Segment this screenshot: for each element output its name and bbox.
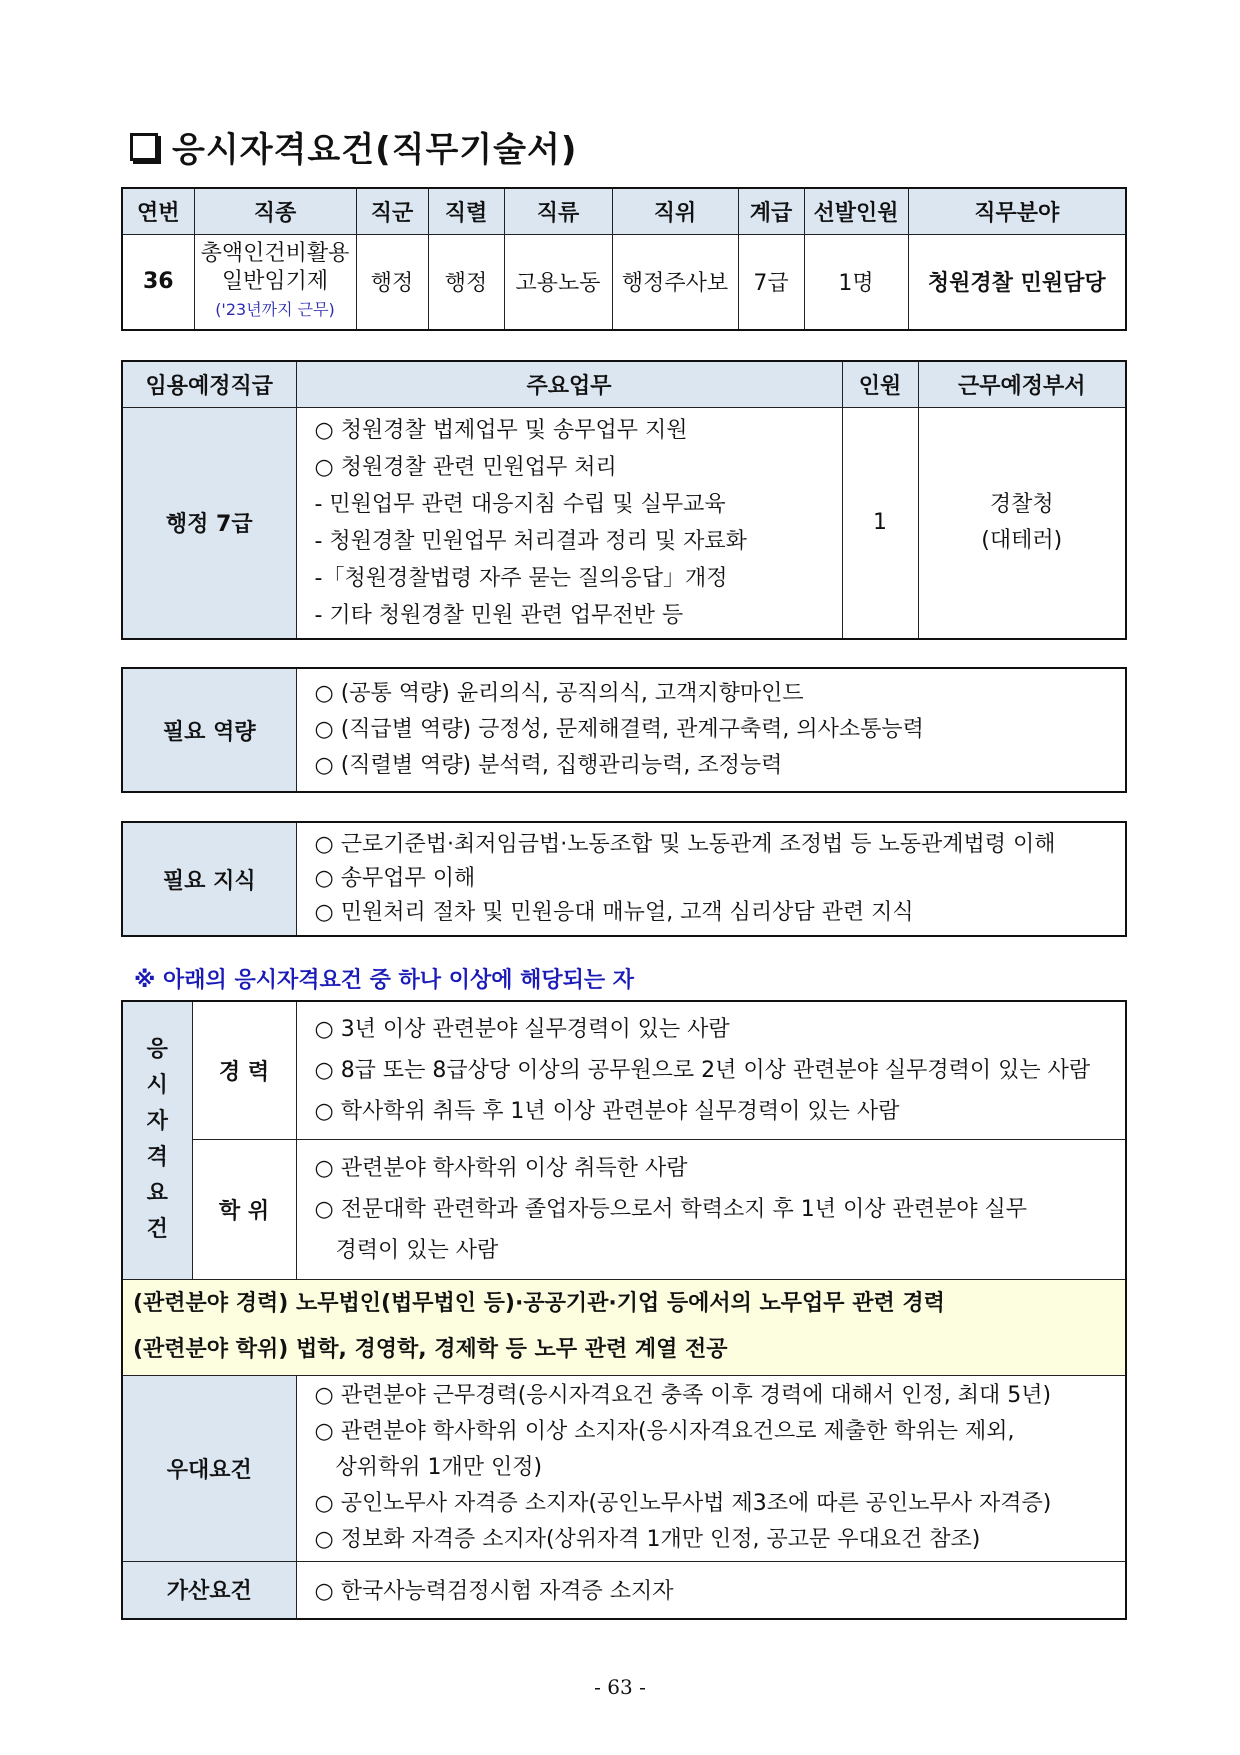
- cell-group: 행정: [356, 234, 428, 330]
- degree-item: ○ 전문대학 관련학과 졸업자등으로서 학력소지 후 1년 이상 관련분야 실무: [314, 1196, 1027, 1222]
- career-item: ○ 3년 이상 관련분야 실무경력이 있는 사람: [314, 1016, 730, 1042]
- page-number: - 63 -: [594, 1675, 646, 1699]
- cell-field: 청원경찰 민원담당: [908, 234, 1126, 330]
- related-career: (관련분야 경력) 노무법인(법무법인 등)·공공기관·기업 등에서의 노무업무 관련 경력: [133, 1291, 945, 1316]
- career-label: 경 력: [192, 1001, 296, 1139]
- career-list: [296, 1001, 1126, 1139]
- header-type: 직종: [194, 188, 356, 234]
- header-series: 직렬: [428, 188, 504, 234]
- preference-item: ○ 공인노무사 자격증 소지자(공인노무사법 제3조에 따른 공인노무사 자격증): [314, 1491, 1052, 1516]
- related-field-definitions: [122, 1279, 1126, 1375]
- competency-item: ○ (공통 역량) 윤리의식, 공직의식, 고객지향마인드: [314, 681, 804, 706]
- degree-item: ○ 관련분야 학사학위 이상 취득한 사람: [314, 1155, 688, 1181]
- duty-item: -「청원경찰법령 자주 묻는 질의응답」개정: [314, 565, 728, 591]
- side-char: 요: [146, 1181, 168, 1207]
- section-title-text: 응시자격요건(직무기술서): [172, 130, 578, 170]
- preference-item: ○ 정보화 자격증 소지자(상위자격 1개만 인정, 공고문 우대요건 참조): [314, 1527, 981, 1552]
- duties-table: [121, 360, 1127, 640]
- position-summary-table: [121, 187, 1127, 331]
- cell-grade: 7급: [738, 234, 804, 330]
- degree-list: [296, 1139, 1126, 1279]
- degree-label: 학 위: [192, 1139, 296, 1279]
- competency-item: ○ (직렬별 역량) 분석력, 집행관리능력, 조정능력: [314, 753, 783, 778]
- header-num: 연번: [122, 188, 194, 234]
- cell-count: 1명: [804, 234, 908, 330]
- knowledge-label: 필요 지식: [122, 822, 296, 936]
- type-line1: 총액인건비활용: [200, 240, 350, 266]
- side-char: 격: [146, 1145, 168, 1171]
- duty-item: ○ 청원경찰 법제업무 및 송무업무 지원: [314, 417, 688, 443]
- eligibility-note: ※ 아래의 응시자격요건 중 하나 이상에 해당되는 자: [134, 968, 635, 993]
- career-item: ○ 8급 또는 8급상당 이상의 공무원으로 2년 이상 관련분야 실무경력이 있는 사람: [314, 1057, 1091, 1083]
- checkbox-bullet-icon: [130, 133, 158, 161]
- bonus-item: ○ 한국사능력검정시험 자격증 소지자: [296, 1561, 1126, 1619]
- type-note: ('23년까지 근무): [215, 299, 335, 319]
- cell-series: 행정: [428, 234, 504, 330]
- header-class: 직류: [504, 188, 612, 234]
- knowledge-item: ○ 근로기준법·최저임금법·노동조합 및 노동관계 조정법 등 노동관계법령 이해: [314, 832, 1056, 857]
- duty-item: ○ 청원경찰 관련 민원업무 처리: [314, 454, 617, 480]
- competency-label: 필요 역량: [122, 668, 296, 792]
- department-line2: (대테러): [981, 527, 1063, 553]
- preference-item: ○ 관련분야 학사학위 이상 소지자(응시자격요건으로 제출한 학위는 제외,: [314, 1419, 1015, 1444]
- cell-class: 고용노동: [504, 234, 612, 330]
- side-char: 시: [146, 1073, 168, 1099]
- header-grade: 계급: [738, 188, 804, 234]
- header-department: 근무예정부서: [918, 361, 1126, 407]
- preference-list: [296, 1375, 1126, 1561]
- department-line1: 경찰청: [989, 491, 1054, 517]
- header-group: 직군: [356, 188, 428, 234]
- degree-item: 경력이 있는 사람: [314, 1237, 499, 1263]
- preference-item: ○ 관련분야 근무경력(응시자격요건 충족 이후 경력에 대해서 인정, 최대 5년): [314, 1383, 1052, 1408]
- knowledge-table: [121, 821, 1127, 937]
- header-position: 직위: [612, 188, 738, 234]
- appointment-grade: 행정 7급: [122, 407, 296, 639]
- section-title: [130, 122, 577, 171]
- preference-label: 우대요건: [122, 1375, 296, 1561]
- side-char: 건: [146, 1217, 168, 1243]
- header-field: 직무분야: [908, 188, 1126, 234]
- header-count: 선발인원: [804, 188, 908, 234]
- type-line2: 일반임기제: [221, 268, 329, 294]
- competency-list: [296, 668, 1126, 792]
- header-main-duties: 주요업무: [296, 361, 842, 407]
- side-char: 응: [146, 1037, 168, 1063]
- preference-item: 상위학위 1개만 인정): [314, 1455, 543, 1480]
- header-appointment-grade: 임용예정직급: [122, 361, 296, 407]
- side-char: 자: [146, 1109, 168, 1135]
- cell-type: [194, 234, 356, 330]
- qualification-side-label: [122, 1001, 192, 1279]
- cell-num: 36: [122, 234, 194, 330]
- knowledge-list: [296, 822, 1126, 936]
- duty-item: - 청원경찰 민원업무 처리결과 정리 및 자료화: [314, 528, 747, 554]
- qualification-table: [121, 1000, 1127, 1620]
- duty-item: - 민원업무 관련 대응지침 수립 및 실무교육: [314, 491, 726, 517]
- duties-list: [296, 407, 842, 639]
- cell-position: 행정주사보: [612, 234, 738, 330]
- department: [918, 407, 1126, 639]
- knowledge-item: ○ 송무업무 이해: [314, 866, 476, 891]
- related-degree: (관련분야 학위) 법학, 경영학, 경제학 등 노무 관련 계열 전공: [133, 1337, 728, 1362]
- career-item: ○ 학사학위 취득 후 1년 이상 관련분야 실무경력이 있는 사람: [314, 1098, 900, 1124]
- header-headcount: 인원: [842, 361, 918, 407]
- competency-item: ○ (직급별 역량) 긍정성, 문제해결력, 관계구축력, 의사소통능력: [314, 717, 924, 742]
- headcount: 1: [842, 407, 918, 639]
- competency-table: [121, 667, 1127, 793]
- knowledge-item: ○ 민원처리 절차 및 민원응대 매뉴얼, 고객 심리상담 관련 지식: [314, 900, 914, 925]
- duty-item: - 기타 청원경찰 민원 관련 업무전반 등: [314, 602, 684, 628]
- bonus-label: 가산요건: [122, 1561, 296, 1619]
